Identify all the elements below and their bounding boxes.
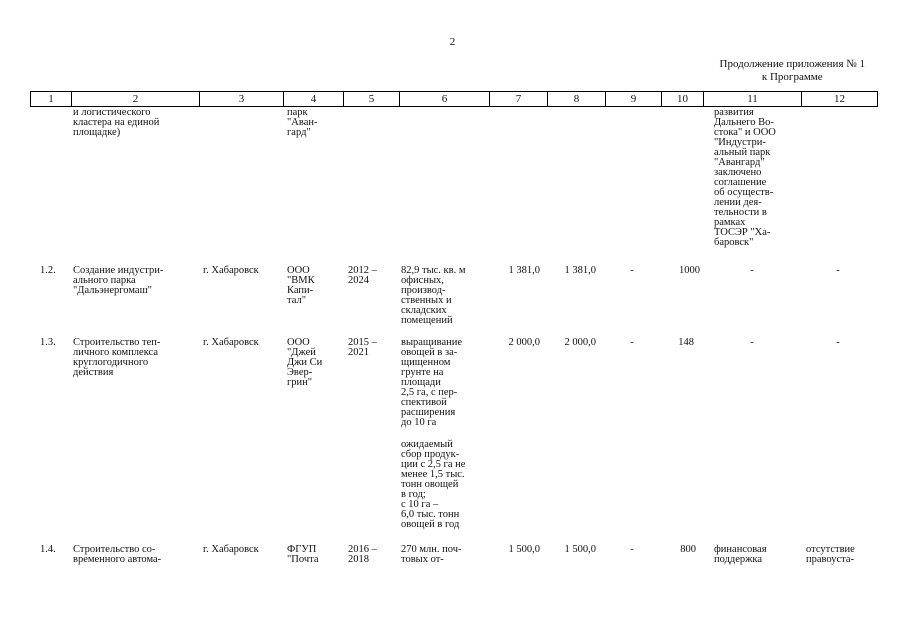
row-location: г. Хабаровск xyxy=(203,337,259,348)
row-budget-funds: - xyxy=(630,265,634,276)
row-organization: ООО "ВМК Капи- тал" xyxy=(287,265,315,306)
row-problems: отсутствие правоуста- xyxy=(806,544,855,565)
row-number: 1.2. xyxy=(40,265,56,276)
header-col-3: 3 xyxy=(199,92,283,106)
row-description: Строительство теп- личного комплекса круглогодичного действия xyxy=(73,337,161,378)
row-support: - xyxy=(750,265,754,276)
row-jobs: 148 xyxy=(678,337,694,348)
row-description: Строительство со- временного автома- xyxy=(73,544,162,565)
row-jobs: 800 xyxy=(680,544,696,555)
row-number: 1.4. xyxy=(40,544,56,555)
header-col-2: 2 xyxy=(71,92,199,106)
continuation-note-line1: Продолжение приложения № 1 xyxy=(719,58,865,70)
row-location: г. Хабаровск xyxy=(203,544,259,555)
row-description: и логистического кластера на единой площадке) xyxy=(73,107,160,138)
row-number: 1.3. xyxy=(40,337,56,348)
row-support: развития Дальнего Во- стока" и ООО "Индустри- альный парк "Авангард" заключено соглашение об осуществ- лении дея- тельности в рамках ТОСЭР "Ха- баровск" xyxy=(714,107,776,248)
row-location: г. Хабаровск xyxy=(203,265,259,276)
row-investor-funds: 1 381,0 xyxy=(564,265,596,276)
row-organization: ООО "Джей Джи Си Эвер- грин" xyxy=(287,337,323,388)
row-period: 2015 – 2021 xyxy=(348,337,377,358)
row-description: Создание индустри- ального парка "Дальэнергомаш" xyxy=(73,265,164,296)
row-result: 82,9 тыс. кв. м офисных, производ- ственных и складских помещений xyxy=(401,265,466,326)
header-col-12: 12 xyxy=(801,92,877,106)
header-col-6: 6 xyxy=(399,92,489,106)
row-period: 2016 – 2018 xyxy=(348,544,377,565)
row-investor-funds: 1 500,0 xyxy=(564,544,596,555)
header-col-4: 4 xyxy=(283,92,343,106)
row-result-extra: ожидаемый сбор продук- ции с 2,5 га не менее 1,5 тыс. тонн овощей в год; с 10 га – 6,0 тыс. тонн овощей в год xyxy=(401,439,466,530)
header-col-10: 10 xyxy=(661,92,703,106)
page-number: 2 xyxy=(449,36,456,48)
row-investor-funds: 2 000,0 xyxy=(564,337,596,348)
row-support: финансовая поддержка xyxy=(714,544,767,565)
continuation-note xyxy=(720,58,865,84)
row-jobs: 1000 xyxy=(679,265,700,276)
header-col-8: 8 xyxy=(547,92,605,106)
continuation-note-line2: к Программе xyxy=(761,71,823,83)
row-support: - xyxy=(750,337,754,348)
row-period: 2012 – 2024 xyxy=(348,265,377,286)
row-total-cost: 2 000,0 xyxy=(508,337,540,348)
row-budget-funds: - xyxy=(630,544,634,555)
header-col-11: 11 xyxy=(703,92,801,106)
header-col-9: 9 xyxy=(605,92,661,106)
row-organization: парк "Аван- гард" xyxy=(287,107,318,138)
row-total-cost: 1 500,0 xyxy=(508,544,540,555)
row-result: выращивание овощей в за- щищенном грунте на площади 2,5 га, с пер- спективой расширения до 10 га xyxy=(401,337,463,428)
row-problems: - xyxy=(836,265,840,276)
row-total-cost: 1 381,0 xyxy=(508,265,540,276)
table-header xyxy=(30,91,878,107)
header-col-5: 5 xyxy=(343,92,399,106)
row-problems: - xyxy=(836,337,840,348)
row-budget-funds: - xyxy=(630,337,634,348)
header-col-7: 7 xyxy=(489,92,547,106)
row-organization: ФГУП "Почта xyxy=(287,544,319,565)
row-result: 270 млн. поч- товых от- xyxy=(401,544,462,565)
header-col-1: 1 xyxy=(48,93,54,105)
